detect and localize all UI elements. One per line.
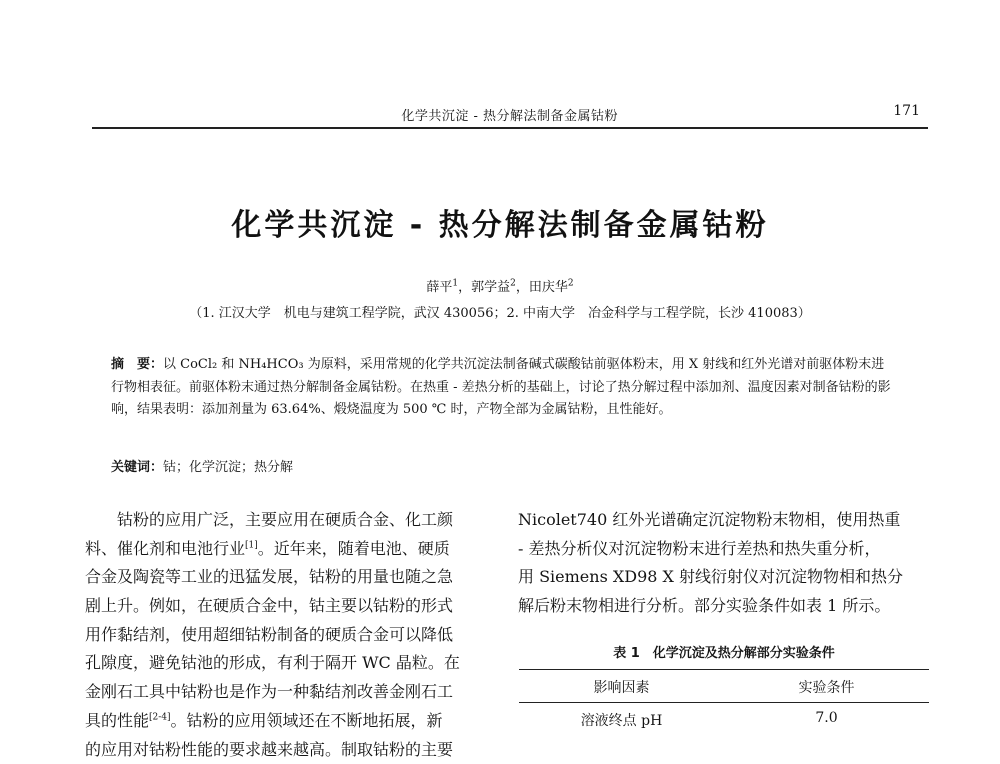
abstract-label: 摘 要： — [111, 357, 163, 372]
body-line: 解后粉末物相进行分析。部分实验条件如表 1 所示。 — [518, 592, 930, 621]
header-rule — [92, 127, 928, 129]
table-cell: 7.0 — [724, 710, 929, 726]
body-line: 孔隙度，避免钴池的形成，有利于隔开 WC 晶粒。在 — [85, 649, 489, 678]
body-line: 用作黏结剂，使用超细钴粉制备的硬质合金可以降低 — [85, 621, 489, 650]
body-line: - 差热分析仪对沉淀物粉末进行差热和热失重分析， — [518, 535, 930, 564]
table-caption: 表 1 化学沉淀及热分解部分实验条件 — [518, 642, 930, 661]
author-list: 薛平$^1$，郭学益$^2$，田庆华$^2$ — [0, 276, 1000, 295]
body-line: 的应用对钴粉性能的要求越来越高。制取钴粉的主要 — [85, 736, 489, 764]
body-line: 金刚石工具中钴粉也是作为一种黏结剂改善金刚石工 — [85, 678, 489, 707]
body-line: 合金及陶瓷等工业的迅猛发展，钴粉的用量也随之急 — [85, 563, 489, 592]
table-header-rule — [519, 702, 929, 703]
author-affil-mark: 2 — [568, 279, 574, 289]
body-line: 钴粉的应用广泛，主要应用在硬质合金、化工颜 — [85, 506, 489, 535]
abstract-text: 以 CoCl₂ 和 NH₄HCO₃ 为原料，采用常规的化学共沉淀法制备碱式碳酸钴前驱体粉末，用 X 射线和红外光谱对前驱体粉末进行物相表征。前驱体粉末通过热分解制备金属钴粉。在热重 - 差热分析的基础上，讨论了热分解过程中添加剂、温度因素对制备钴粉的影响，结果表明：添加剂量为 63.64%、煅烧温度为 500 ℃ 时，产物全部为金属钴粉，且性能好。 — [111, 357, 891, 417]
keywords — [111, 456, 891, 475]
body-line: Nicolet740 红外光谱确定沉淀物粉末物相，使用热重 — [518, 506, 930, 535]
abstract — [111, 354, 891, 422]
body-line — [85, 535, 489, 564]
table-header-cell: 影响因素 — [519, 677, 724, 697]
body-column-left — [85, 506, 489, 764]
keywords-text: 钴；化学沉淀；热分解 — [163, 460, 293, 475]
author-name: 薛平 — [426, 280, 452, 295]
citation: [2-4] — [149, 712, 171, 722]
body-text: 。近年来，随着电池、硬质 — [258, 539, 450, 558]
affiliation: （1. 江汉大学 机电与建筑工程学院，武汉 430056；2. 中南大学 冶金科学与工程学院，长沙 410083） — [0, 302, 1000, 321]
author-name: 郭学益 — [471, 280, 510, 295]
body-text: 。钴粉的应用领域还在不断地拓展，新 — [171, 711, 443, 730]
running-header: 化学共沉淀 - 热分解法制备金属钴粉 — [118, 105, 618, 124]
body-text: 料、催化剂和电池行业 — [85, 539, 245, 558]
body-line: 用 Siemens XD98 X 射线衍射仪对沉淀物物相和热分 — [518, 563, 930, 592]
body-column-right — [518, 506, 930, 621]
keywords-label: 关键词： — [111, 460, 163, 475]
table-header-cell: 实验条件 — [724, 677, 929, 697]
article-title: 化学共沉淀 - 热分解法制备金属钴粉 — [0, 200, 1000, 244]
table-top-rule — [519, 669, 929, 670]
page-number: 171 — [860, 103, 920, 119]
body-text: 具的性能 — [85, 711, 149, 730]
body-line — [85, 707, 489, 736]
table-cell: 溶液终点 pH — [519, 710, 724, 730]
author-affil-mark: 1 — [452, 279, 458, 289]
citation: [1] — [245, 540, 258, 550]
author-name: 田庆华 — [529, 280, 568, 295]
body-line: 剧上升。例如，在硬质合金中，钴主要以钴粉的形式 — [85, 592, 489, 621]
author-affil-mark: 2 — [510, 279, 516, 289]
